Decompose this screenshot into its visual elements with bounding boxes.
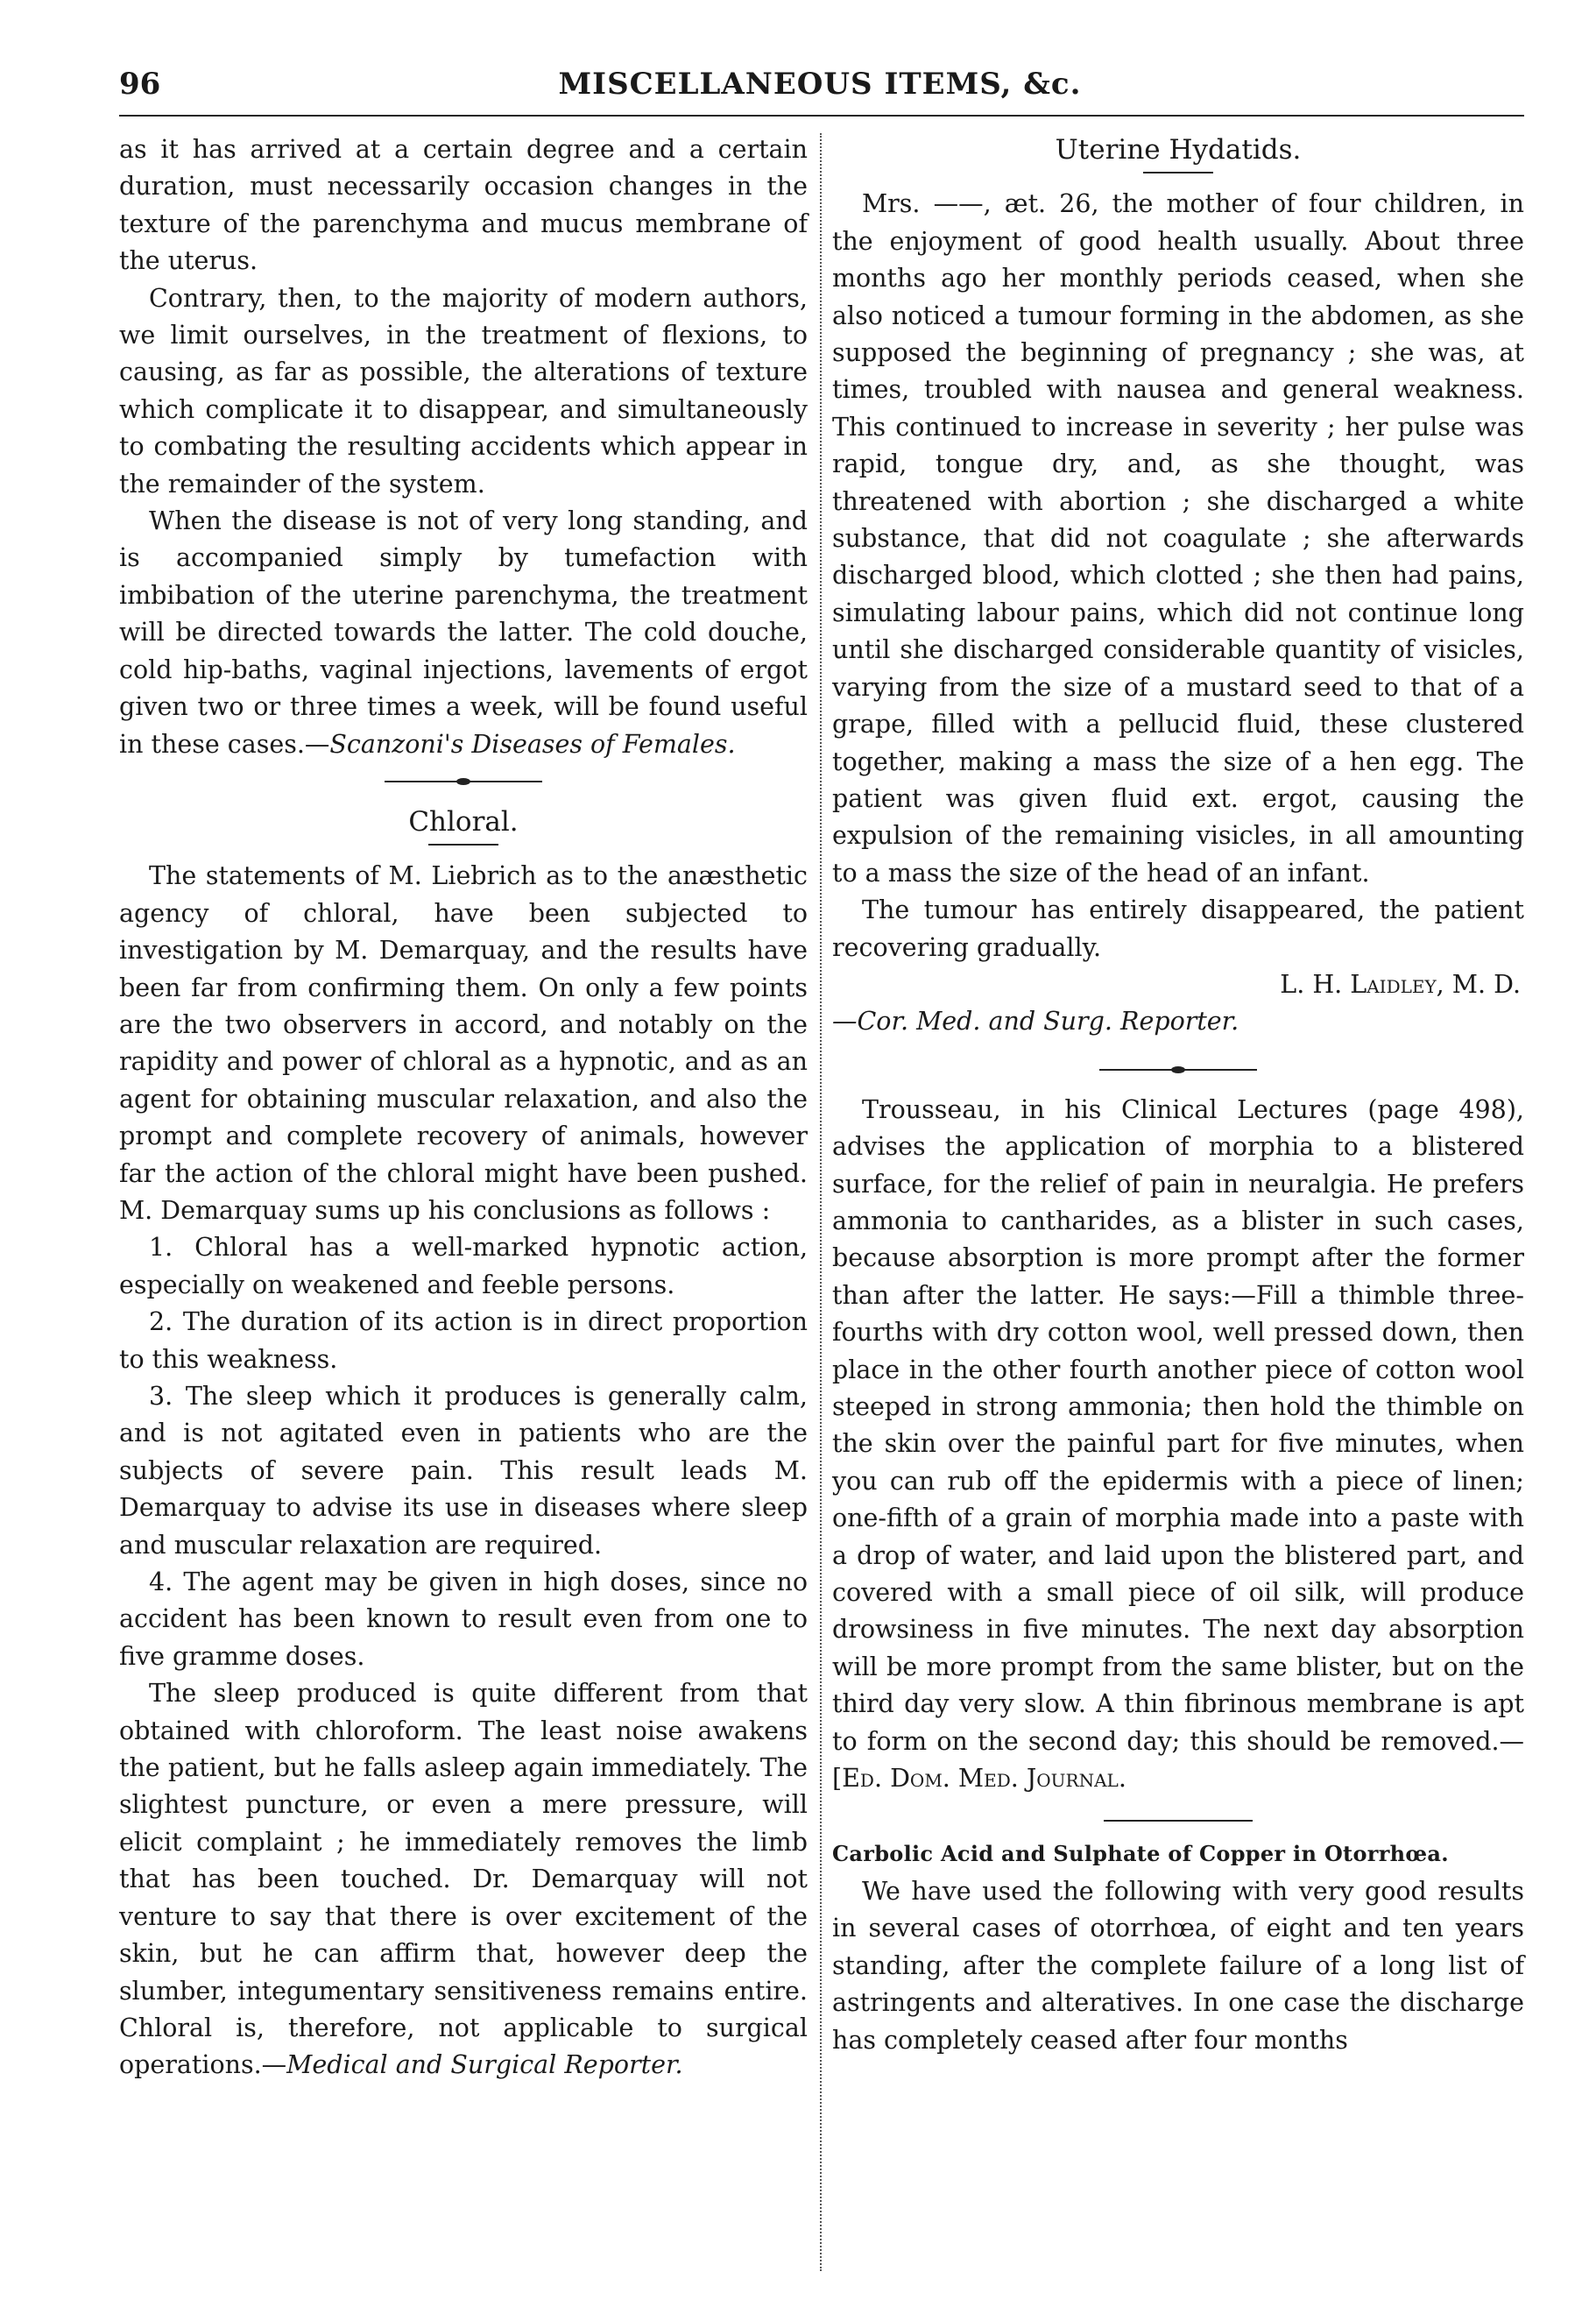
paragraph-chloral-point-3: 3. The sleep which it produces is generally calm, and is not agitated even in patients who are the subjects of severe pain. This result leads M. Demarquay to advise its use in diseases where sleep and muscular relaxation are required.	[119, 1382, 808, 1560]
paragraph-text: When the disease is not of very long standing, and is accompanied simply by tumefaction with imbibation of the uterine parenchyma, the treatment will be directed towards the latter. The cold douche, cold hip-baths, vaginal injections, lavements of ergot given two or three times a week, will be found useful in these cases.—	[119, 506, 808, 759]
author-signature: L. H. Laidley, M. D.	[1280, 969, 1521, 999]
source-citation: Scanzoni's Diseases of Females.	[329, 729, 736, 759]
title-rule	[428, 844, 498, 846]
section-ornament	[385, 779, 542, 784]
header-rule	[119, 115, 1524, 117]
section-title-carbolic-acid: Carbolic Acid and Sulphate of Copper in Otorrhœa.	[832, 1841, 1449, 1867]
paragraph-text: The sleep produced is quite different from that obtained with chloroform. The least noise awakens the patient, but he falls asleep again immediately. The slightest puncture, or even a mere pressure, will elicit complaint ; he immediately removes the limb that has been touched. Dr. Demarquay will not venture to say that there is over excitement of the skin, but he can affirm that, however deep the slumber, integumentary sensitiveness remains entire. Chloral is, therefore, not applicable to surgical operations.—	[119, 1679, 808, 2080]
source-citation: [Ed. Dom. Med. Journal.	[832, 1764, 1126, 1794]
source-citation: —Cor. Med. and Surg. Reporter.	[832, 1007, 1239, 1037]
paragraph-chloral-sleep	[119, 1675, 808, 2084]
paragraph-flexion-continued: as it has arrived at a certain degree and a certain duration, must necessarily occasion changes in the texture of the parenchyma and mucus membrane of the uterus.	[119, 135, 808, 276]
column-divider	[820, 133, 822, 2271]
paragraph-trousseau	[832, 1092, 1524, 1798]
left-column	[119, 131, 808, 2084]
paragraph-flexion-treatment: Contrary, then, to the majority of modern authors, we limit ourselves, in the treatment of flexions, to causing, as far as possible, the alterations of texture which complicate it to disappear, and simultaneously to combating the resulting accidents which appear in the remainder of the system.	[119, 283, 808, 499]
section-title-chloral: Chloral.	[408, 805, 519, 838]
title-rule	[1143, 172, 1213, 173]
paragraph-case-outcome: The tumour has entirely disappeared, the patient recovering gradually.	[832, 895, 1524, 962]
paragraph-chloral-point-2: 2. The duration of its action is in direct proportion to this weakness.	[119, 1307, 808, 1374]
paragraph-flexion-douche	[119, 503, 808, 763]
source-citation: Medical and Surgical Reporter.	[286, 2050, 683, 2080]
paragraph-otorrhoea: We have used the following with very good results in several cases of otorrhœa, of eight and ten years standing, after the complete failure of a long list of astringents and alteratives. In one case the discharge has completely ceased after four months	[832, 1876, 1524, 2055]
section-title-uterine-hydatids: Uterine Hydatids.	[1055, 134, 1302, 166]
running-title: MISCELLANEOUS ITEMS, &c.	[558, 67, 1082, 102]
paragraph-chloral-point-4: 4. The agent may be given in high doses, since no accident has been known to result even from one to five gramme doses.	[119, 1567, 808, 1671]
page-header	[119, 67, 1521, 114]
paragraph-text: Trousseau, in his Clinical Lectures (page 498), advises the application of morphia to a blistered surface, for the relief of pain in neuralgia. He prefers ammonia to cantharides, as a blister in such cases, because absorption is more prompt after the former than after the latter. He says:—Fill a thimble three-fourths with dry cotton wool, well pressed down, then place in the other fourth another piece of cotton wool steeped in strong ammonia; then hold the thimble on the skin over the painful part for five minutes, when you can rub off the epidermis with a piece of linen; one-fifth of a grain of morphia made into a paste with a drop of water, and laid upon the blistered part, and covered with a small piece of oil silk, will produce drowsiness in five minutes. The next day absorption will be more prompt from the same blister, but on the third day very slow. A thin fibrinous membrane is apt to form on the second day; this should be removed.—	[832, 1094, 1524, 1756]
paragraph-chloral-intro: The statements of M. Liebrich as to the anæsthetic agency of chloral, have been subjected to investigation by M. Demarquay, and the results have been far from confirming them. On only a few points are the two observers in accord, and notably on the rapidity and power of chloral as a hypnotic, and as an agent for obtaining muscular relaxation, and also the prompt and complete recovery of animals, however far the action of the chloral might have been pushed. M. Demarquay sums up his conclusions as follows :	[119, 861, 808, 1225]
paragraph-chloral-point-1: 1. Chloral has a well-marked hypnotic action, especially on weakened and feeble persons.	[119, 1233, 808, 1299]
paragraph-case-report: Mrs. ——, æt. 26, the mother of four children, in the enjoyment of good health usually. About three months ago her monthly periods ceased, when she also noticed a tumour forming in the abdomen, as she supposed the beginning of pregnancy ; she was, at times, troubled with nausea and general weakness. This continued to increase in severity ; her pulse was rapid, tongue dry, and, as she thought, was threatened with abortion ; she discharged a white substance, that did not coagulate ; she afterwards discharged blood, which clotted ; she then had pains, simulating labour pains, which did not continue long until she discharged considerable quantity of visicles, varying from the size of a mustard seed to that of a grape, filled with a pellucid fluid, these clustered together, making a mass the size of a hen egg. The patient was given fluid ext. ergot, causing the expulsion of the remaining visicles, in all amounting to a mass the size of the head of an infant.	[832, 189, 1524, 888]
section-rule	[1104, 1820, 1253, 1822]
right-column	[832, 131, 1524, 2059]
section-ornament	[1099, 1067, 1257, 1072]
page-number: 96	[119, 67, 161, 102]
